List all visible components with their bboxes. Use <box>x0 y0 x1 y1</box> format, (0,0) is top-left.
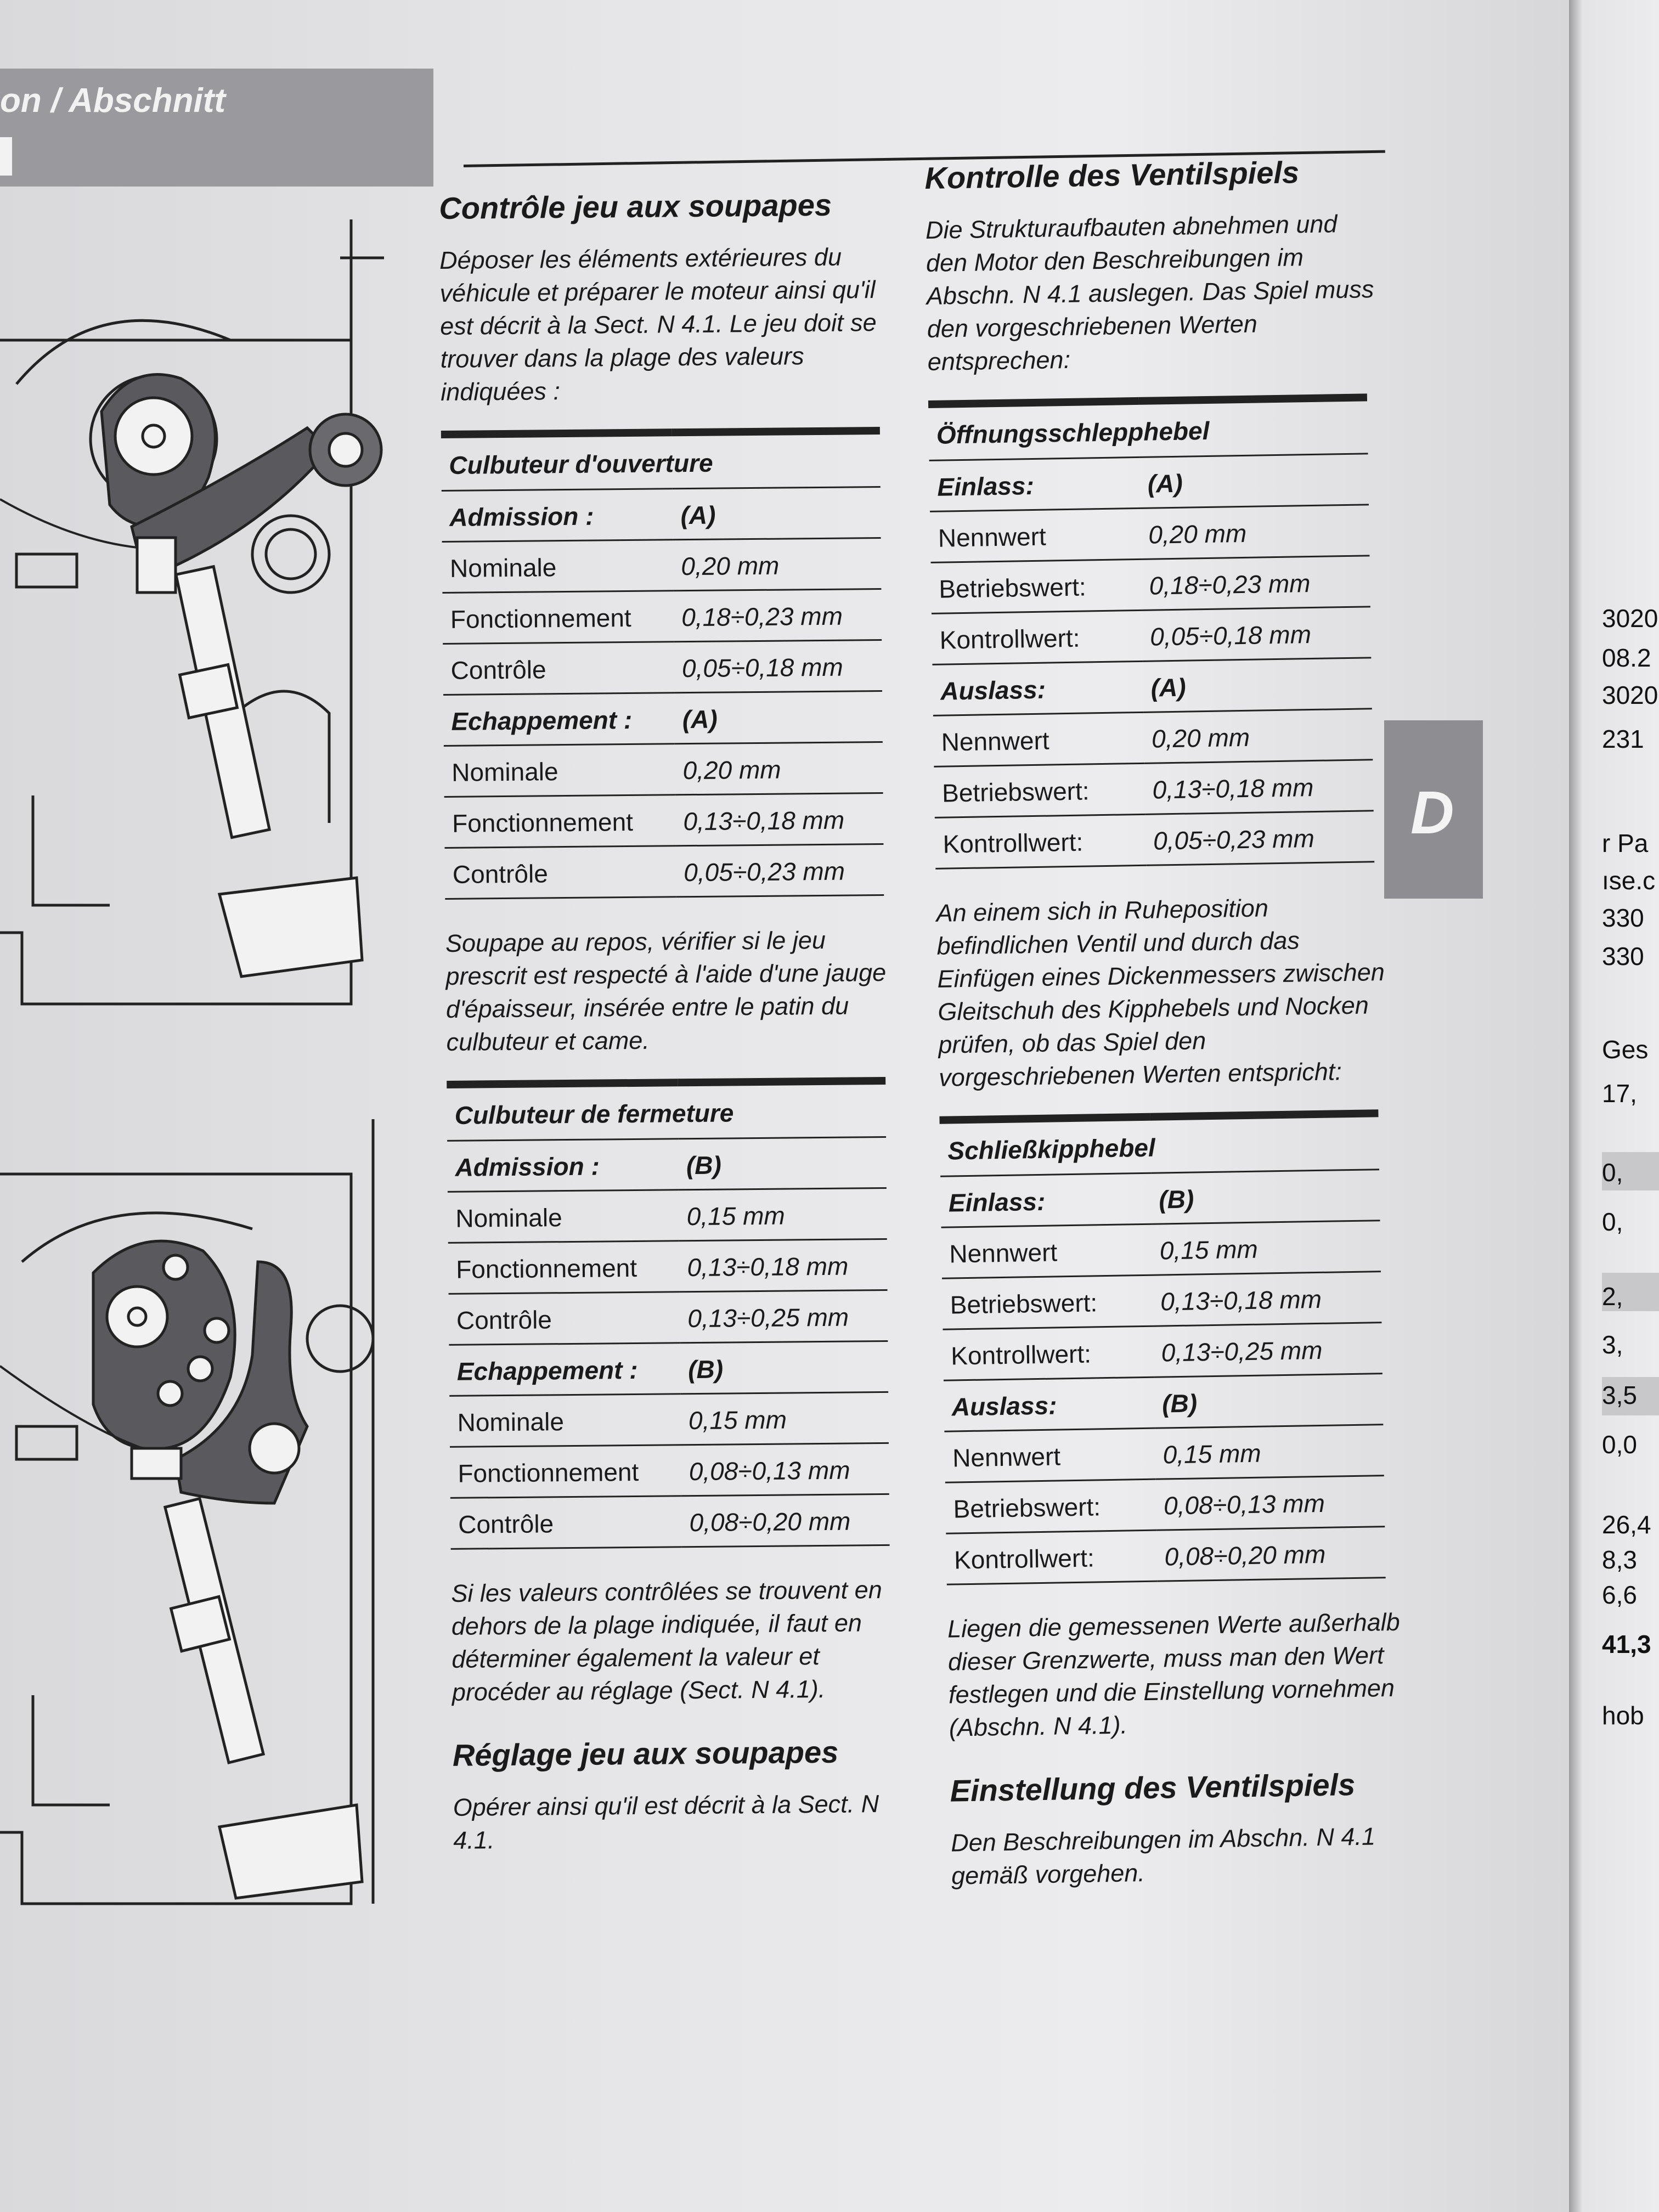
de-open-g1-label: Auslass: <box>932 661 1143 715</box>
valve-opening-rocker-diagram <box>0 219 395 1020</box>
de-open-g0-r2-label: Kontrollwert: <box>932 610 1143 664</box>
edge-text: 17, <box>1602 1079 1637 1108</box>
fr-middle: Soupape au repos, vérifier si le jeu prescrit est respecté à l'aide d'une jauge d'épaisseur, insérée entre le patin du culbuteur et came. <box>445 926 887 1056</box>
de-close-g0-code: (B) <box>1151 1170 1380 1224</box>
de-close-g0-r0-label: Nennwert <box>941 1224 1153 1278</box>
fr-close-g1-r2-label: Contrôle <box>450 1496 682 1549</box>
de-open-g1-r2-label: Kontrollwert: <box>935 814 1146 868</box>
fr-open-g0-code: (A) <box>673 487 881 539</box>
language-tab-d <box>1384 720 1483 899</box>
de-close-g1-r0-label: Nennwert <box>944 1428 1155 1482</box>
edge-text: Ges <box>1602 1035 1649 1064</box>
fr-open-g1-label: Echappement : <box>443 693 675 746</box>
de-close-g1-r2-value: 0,08÷0,20 mm <box>1156 1527 1386 1582</box>
de-open-g0-label: Einlass: <box>929 457 1141 511</box>
de-close-g0-r1-label: Betriebswert: <box>942 1275 1153 1329</box>
de-close-g1-r0-value: 0,15 mm <box>1155 1425 1384 1480</box>
de-open-g0-r1-value: 0,18÷0,23 mm <box>1141 556 1370 611</box>
de-close-g1-code: (B) <box>1154 1374 1383 1429</box>
fr-open-g0-label: Admission : <box>442 489 673 542</box>
edge-text: 231 <box>1602 725 1644 753</box>
fr-close-g0-r0-value: 0,15 mm <box>679 1188 887 1240</box>
edge-text: 3020 <box>1602 681 1658 709</box>
fr-intro: Déposer les éléments extérieures du véhicule et préparer le moteur ainsi qu'il est décrit à la Sect. N 4.1. Le jeu doit se trouver dans la plage des valeurs indiquées : <box>439 242 877 406</box>
fr-close-g0-r1-value: 0,13÷0,18 mm <box>679 1239 887 1291</box>
de-open-g0-code: (A) <box>1139 454 1369 509</box>
edge-text: 0, <box>1602 1158 1623 1187</box>
edge-text: 08.2 <box>1602 644 1651 672</box>
fr-close-g0-r1-label: Fonctionnement <box>448 1241 680 1294</box>
edge-text: hob <box>1602 1701 1644 1730</box>
french-column <box>439 185 909 1857</box>
edge-text: 8,3 <box>1602 1545 1637 1574</box>
edge-text: 2, <box>1602 1282 1623 1311</box>
fr-open-g0-r1-label: Fonctionnement <box>442 591 674 644</box>
fr-open-g0-r0-label: Nominale <box>442 540 674 593</box>
fr-open-g0-r0-value: 0,20 mm <box>673 538 881 590</box>
de-open-g1-r1-label: Betriebswert: <box>934 763 1145 817</box>
fr-close-g0-label: Admission : <box>447 1139 679 1192</box>
edge-text: 26,4 <box>1602 1510 1651 1539</box>
edge-text: 3,5 <box>1602 1381 1637 1409</box>
edge-text: 3, <box>1602 1330 1623 1359</box>
de-middle: An einem sich in Ruheposition befindlichen Ventil und durch das Einfügen eines Dickenmessers zwischen Gleitschuh des Kipphebels und Nocken prüfen, ob das Spiel den vorgeschriebenen Werten entspricht: <box>936 894 1385 1092</box>
de-close-g0-label: Einlass: <box>940 1173 1152 1227</box>
de-open-g1-code: (A) <box>1143 658 1372 713</box>
de-close-g0-r2-label: Kontrollwert: <box>943 1326 1154 1380</box>
de-open-g1-r1-value: 0,13÷0,18 mm <box>1144 760 1374 815</box>
section-header-title: on / Abschnitt <box>0 82 225 120</box>
fr-open-g0-r2-value: 0,05÷0,18 mm <box>674 640 882 692</box>
de-open-g0-r0-label: Nennwert <box>930 508 1141 562</box>
de-close-g1-r1-value: 0,08÷0,13 mm <box>1155 1476 1385 1531</box>
de-open-g1-r0-value: 0,20 mm <box>1143 709 1373 764</box>
edge-text: ıse.c <box>1602 866 1656 895</box>
fr-table-opening <box>441 427 884 900</box>
fr-table-closing <box>447 1077 889 1550</box>
german-column <box>924 152 1407 1893</box>
fr-table-closing-header: Culbuteur de fermeture <box>447 1081 886 1141</box>
fr-open-g0-r2-label: Contrôle <box>443 642 674 695</box>
fr-open-g1-r2-label: Contrôle <box>444 846 676 899</box>
de-close-g0-r1-value: 0,13÷0,18 mm <box>1153 1272 1382 1327</box>
de-text2: Den Beschreibungen im Abschn. N 4.1 gemäß vorgehen. <box>950 1822 1376 1890</box>
fr-close-g0-r2-value: 0,13÷0,25 mm <box>680 1290 888 1342</box>
fr-title: Contrôle jeu aux soupapes <box>439 187 832 225</box>
fr-open-g1-r2-value: 0,05÷0,23 mm <box>676 844 884 896</box>
de-table-closing-header: Schließkipphebel <box>940 1113 1380 1176</box>
de-close-g1-r1-label: Betriebswert: <box>945 1479 1156 1533</box>
fr-close-g0-r2-label: Contrôle <box>449 1292 680 1345</box>
fr-close-g1-r2-value: 0,08÷0,20 mm <box>681 1494 889 1547</box>
fr-open-g1-r0-label: Nominale <box>444 744 675 797</box>
de-close-g0-r0-value: 0,15 mm <box>1152 1221 1381 1276</box>
de-open-g0-r2-value: 0,05÷0,18 mm <box>1142 607 1371 662</box>
edge-text: r Pa <box>1602 829 1649 857</box>
fr-close-g1-r0-value: 0,15 mm <box>681 1392 889 1444</box>
section-number-block <box>0 137 12 176</box>
language-tab-letter: D <box>1410 779 1454 847</box>
de-close-g1-r2-label: Kontrollwert: <box>946 1530 1157 1584</box>
fr-close-g1-code: (B) <box>680 1341 888 1393</box>
edge-text: 41,3 <box>1602 1630 1651 1658</box>
fr-text2: Opérer ainsi qu'il est décrit à la Sect. N 4.1. <box>453 1790 879 1854</box>
fr-table-opening-header: Culbuteur d'ouverture <box>441 431 881 490</box>
de-open-g1-r0-label: Nennwert <box>933 712 1144 766</box>
fr-open-g1-r1-value: 0,13÷0,18 mm <box>675 793 883 845</box>
de-title2: Einstellung des Ventilspiels <box>950 1767 1356 1808</box>
fr-open-g1-r1-label: Fonctionnement <box>444 795 676 848</box>
de-table-closing <box>939 1109 1385 1585</box>
fr-close-g0-code: (B) <box>679 1137 887 1189</box>
valve-closing-rocker-diagram <box>0 1119 395 1920</box>
edge-text: 6,6 <box>1602 1581 1637 1609</box>
edge-text: 0, <box>1602 1207 1623 1236</box>
fr-close-g1-r0-label: Nominale <box>449 1394 681 1447</box>
de-open-g1-r2-value: 0,05÷0,23 mm <box>1145 811 1374 866</box>
de-intro: Die Strukturaufbauten abnehmen und den Motor den Beschreibungen im Abschn. N 4.1 auslegen. Das Spiel muss den vorgeschriebenen Werten entsprechen: <box>925 210 1374 376</box>
fr-outro: Si les valeurs contrôlées se trouvent en dehors de la plage indiquée, il faut en déterminer également la valeur et procéder au réglage (Sect. N 4.1). <box>451 1576 882 1706</box>
edge-text: 330 <box>1602 904 1644 932</box>
de-title: Kontrolle des Ventilspiels <box>924 155 1300 195</box>
de-close-g0-r2-value: 0,13÷0,25 mm <box>1153 1323 1383 1378</box>
fr-close-g0-r0-label: Nominale <box>448 1190 679 1243</box>
edge-text: 3020 <box>1602 604 1658 633</box>
de-open-g0-r1-label: Betriebswert: <box>931 559 1142 613</box>
fr-open-g0-r1-value: 0,18÷0,23 mm <box>674 589 882 641</box>
fr-close-g1-r1-label: Fonctionnement <box>450 1445 681 1498</box>
edge-text: 0,0 <box>1602 1430 1637 1459</box>
de-open-g0-r0-value: 0,20 mm <box>1141 505 1370 560</box>
fr-title2: Réglage jeu aux soupapes <box>452 1734 839 1773</box>
de-table-opening <box>928 393 1374 869</box>
de-close-g1-label: Auslass: <box>944 1377 1155 1431</box>
adjacent-page-edge <box>1569 0 1659 2212</box>
fr-close-g1-label: Echappement : <box>449 1343 680 1396</box>
fr-open-g1-r0-value: 0,20 mm <box>675 742 883 794</box>
fr-close-g1-r1-value: 0,08÷0,13 mm <box>681 1443 889 1496</box>
de-outro: Liegen die gemessenen Werte außerhalb dieser Grenzwerte, muss man den Wert festlegen und die Einstellung vornehmen (Abschn. N 4.1). <box>947 1607 1401 1742</box>
edge-text: 330 <box>1602 942 1644 970</box>
fr-open-g1-code: (A) <box>674 691 882 743</box>
de-table-opening-header: Öffnungsschlepphebel <box>928 397 1368 460</box>
